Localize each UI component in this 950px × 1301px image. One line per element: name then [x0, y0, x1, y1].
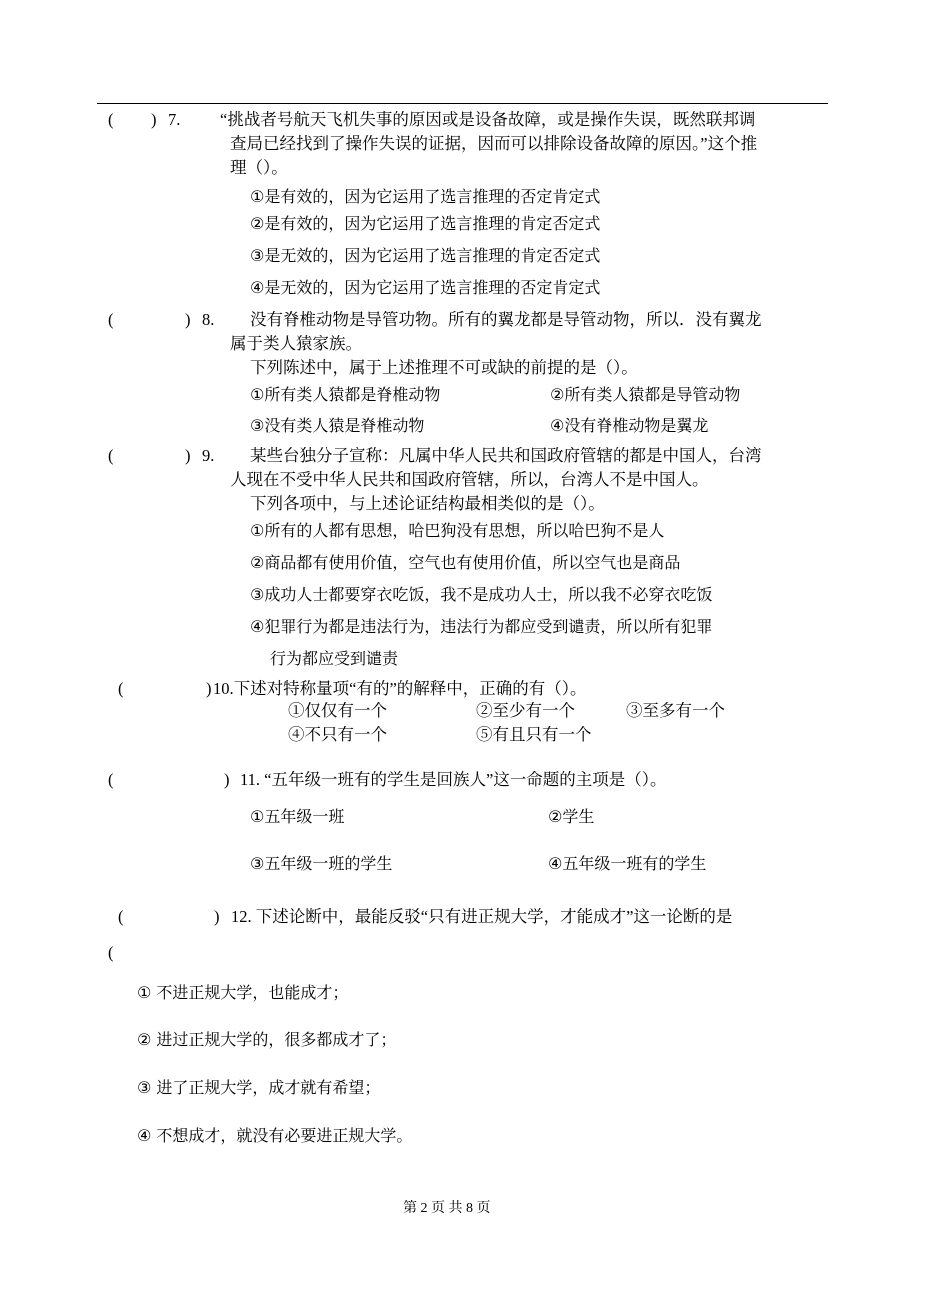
question-stem-line: 11. “五年级一班有的学生是回族人”这一命题的主项是（）。: [240, 770, 667, 789]
option-item: ②所有类人猿都是导管动物: [550, 385, 741, 404]
option-item: ②商品都有使用价值，空气也有使用价值，所以空气也是商品: [250, 553, 681, 572]
option-item: ⑤有且只有一个: [476, 725, 592, 744]
option-item: ④没有脊椎动物是翼龙: [550, 416, 709, 435]
option-item: ③至多有一个: [626, 701, 725, 720]
answer-paren-right: ): [185, 310, 191, 329]
answer-paren-left: (: [108, 446, 114, 465]
answer-paren-left: (: [118, 907, 124, 926]
page-number-footer: 第 2 页 共 8 页: [403, 1201, 491, 1216]
question-stem-line: 理（）。: [230, 158, 288, 177]
answer-paren-right: ): [206, 679, 212, 698]
option-item: ①是有效的，因为它运用了选言推理的否定肯定式: [250, 187, 601, 206]
option-item: ①所有类人猿都是脊椎动物: [250, 385, 441, 404]
question-stem-line: “挑战者号航天飞机失事的原因或是设备故障，或是操作失误，既然联邦调: [220, 110, 756, 129]
option-item: ③五年级一班的学生: [250, 854, 393, 873]
answer-paren-left: (: [118, 679, 124, 698]
option-item: ② 进过正规大学的，很多都成才了；: [137, 1030, 397, 1049]
answer-paren-right: ): [151, 110, 157, 129]
question-stem-line: 下列各项中，与上述论证结构最相类似的是（）。: [250, 494, 605, 513]
question-number: 8.: [202, 310, 215, 329]
question-stem-line: 10.下述对特称量项“有的”的解释中，正确的有（）。: [213, 679, 587, 698]
option-item: ③ 进了正规大学，成才就有希望；: [137, 1078, 381, 1097]
option-item: ④是无效的，因为它运用了选言推理的否定肯定式: [250, 278, 601, 297]
option-item: ④犯罪行为都是违法行为，违法行为都应受到谴责，所以所有犯罪: [250, 617, 713, 636]
option-item: ③没有类人猿是脊椎动物: [250, 416, 425, 435]
option-item: ②是有效的，因为它运用了选言推理的肯定否定式: [250, 214, 601, 233]
answer-paren-left: (: [108, 110, 114, 129]
answer-paren-right: ): [224, 770, 230, 789]
option-item: ④ 不想成才，就没有必要进正规大学。: [137, 1126, 413, 1145]
option-item: ③成功人士都要穿衣吃饭，我不是成功人士，所以我不必穿衣吃饭: [250, 585, 713, 604]
question-stem-line: 下列陈述中，属于上述推理不可或缺的前提的是（）。: [250, 358, 638, 377]
option-item: ①所有的人都有思想，哈巴狗没有思想，所以哈巴狗不是人: [250, 521, 665, 540]
question-stem-line: 查局已经找到了操作失误的证据，因而可以排除设备故障的原因。”这个推: [230, 134, 758, 153]
question-stem-line: 属于类人猿家族。: [230, 334, 362, 353]
question-number: 9.: [202, 446, 215, 465]
option-item: ① 不进正规大学，也能成才；: [137, 983, 349, 1002]
question-stem-line: 12. 下述论断中，最能反驳“只有进正规大学，才能成才”这一论断的是: [231, 907, 733, 926]
option-item: ②至少有一个: [476, 701, 575, 720]
option-item: ②学生: [548, 807, 595, 826]
question-stem-line: 没有脊椎动物是导管功物。所有的翼龙都是导管动物，所以．没有翼龙: [250, 310, 762, 329]
answer-paren-right: ): [185, 446, 191, 465]
option-item: ③是无效的，因为它运用了选言推理的肯定否定式: [250, 246, 601, 265]
question-stem-continuation: (: [108, 943, 114, 962]
answer-paren-left: (: [108, 770, 114, 789]
option-item: ④不只有一个: [288, 725, 387, 744]
question-number: 7.: [168, 110, 181, 129]
option-item: ①仅仅有一个: [288, 701, 387, 720]
option-item: ①五年级一班: [250, 807, 345, 826]
header-rule: [97, 103, 828, 104]
answer-paren-right: ): [214, 907, 220, 926]
option-item: ④五年级一班有的学生: [548, 854, 707, 873]
question-stem-line: 人现在不受中华人民共和国政府管辖，所以，台湾人不是中国人。: [230, 470, 709, 489]
question-stem-line: 某些台独分子宣称：凡属中华人民共和国政府管辖的都是中国人，台湾: [250, 446, 762, 465]
option-item-continuation: 行为都应受到谴责: [270, 649, 399, 668]
answer-paren-left: (: [108, 310, 114, 329]
